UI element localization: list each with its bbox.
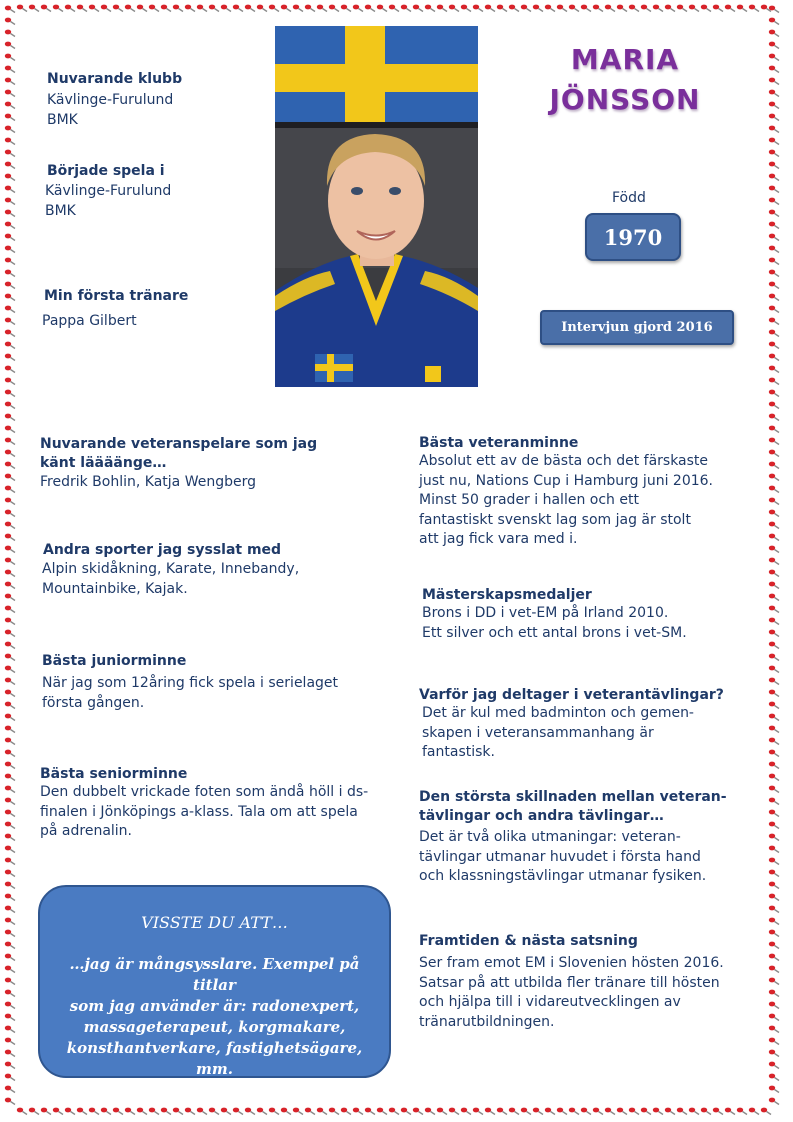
did-you-know-title: VISSTE DU ATT… <box>141 913 288 932</box>
coach-heading: Min första tränare <box>44 288 189 304</box>
did-you-know-body: …jag är mångsysslare. Exempel på titlar som jag använder är: radonexpert, massageterapeut, korgmakare, konsthantverkare, fastighetsägare, mm. <box>66 955 363 1078</box>
section-junior-memory: Bästa juniorminne När jag som 12åring fick spela i serielaget första gången. <box>42 653 339 711</box>
profile-name <box>530 40 720 120</box>
did-you-know-box <box>38 885 391 1078</box>
born-year-box: 1970 <box>585 213 681 261</box>
born-label: Född <box>612 190 646 206</box>
started-heading: Började spela i <box>47 163 165 179</box>
portrait-photo <box>275 26 478 387</box>
last-name: JÖNSSON <box>549 83 701 116</box>
club-heading: Nuvarande klubb <box>47 71 183 87</box>
started-value: Kävlinge-Furulund BMK <box>45 183 172 219</box>
coach-value: Pappa Gilbert <box>42 313 137 329</box>
section-why-participate: Varför jag deltager i veterantävlingar? Det är kul med badminton och gemen- skapen i veteransammanhang är fantastisk. <box>419 687 724 760</box>
club-value: Kävlinge-Furulund BMK <box>47 92 174 128</box>
section-biggest-difference: Den största skillnaden mellan veteran- tävlingar och andra tävlingar… Det är två olika utmaningar: veteran- tävlingar utmanar huvudet i första hand och klassningstävlingar utmanar fysiken. <box>419 789 727 884</box>
section-future: Framtiden & nästa satsning Ser fram emot EM i Slovenien hösten 2016. Satsar på att utbilda fler tränare till hösten och hjälpa till i vidareutvecklingen av tränarutbildningen. <box>419 933 724 1030</box>
interview-badge: Intervjun gjord 2016 <box>540 310 734 345</box>
section-veteran-memory: Bästa veteranminne Absolut ett av de bästa och det färskaste just nu, Nations Cup i Hamburg juni 2016. Minst 50 grader i hallen och ett fantastiskt svenskt lag som jag är stolt att jag fick vara med i. <box>419 435 713 547</box>
section-other-sports: Andra sporter jag sysslat med Alpin skidåkning, Karate, Innebandy, Mountainbike, Kajak. <box>42 542 300 597</box>
first-name: MARIA <box>570 43 680 76</box>
section-veteran-friends: Nuvarande veteranspelare som jag känt läääänge… Fredrik Bohlin, Katja Wengberg <box>40 436 318 490</box>
section-championship-medals: Mästerskapsmedaljer Brons i DD i vet-EM på Irland 2010. Ett silver och ett antal brons i vet-SM. <box>422 587 687 641</box>
section-senior-memory: Bästa seniorminne Den dubbelt vrickade foten som ändå höll i ds- finalen i Jönköpings a-klass. Tala om att spela på adrenalin. <box>40 766 369 839</box>
